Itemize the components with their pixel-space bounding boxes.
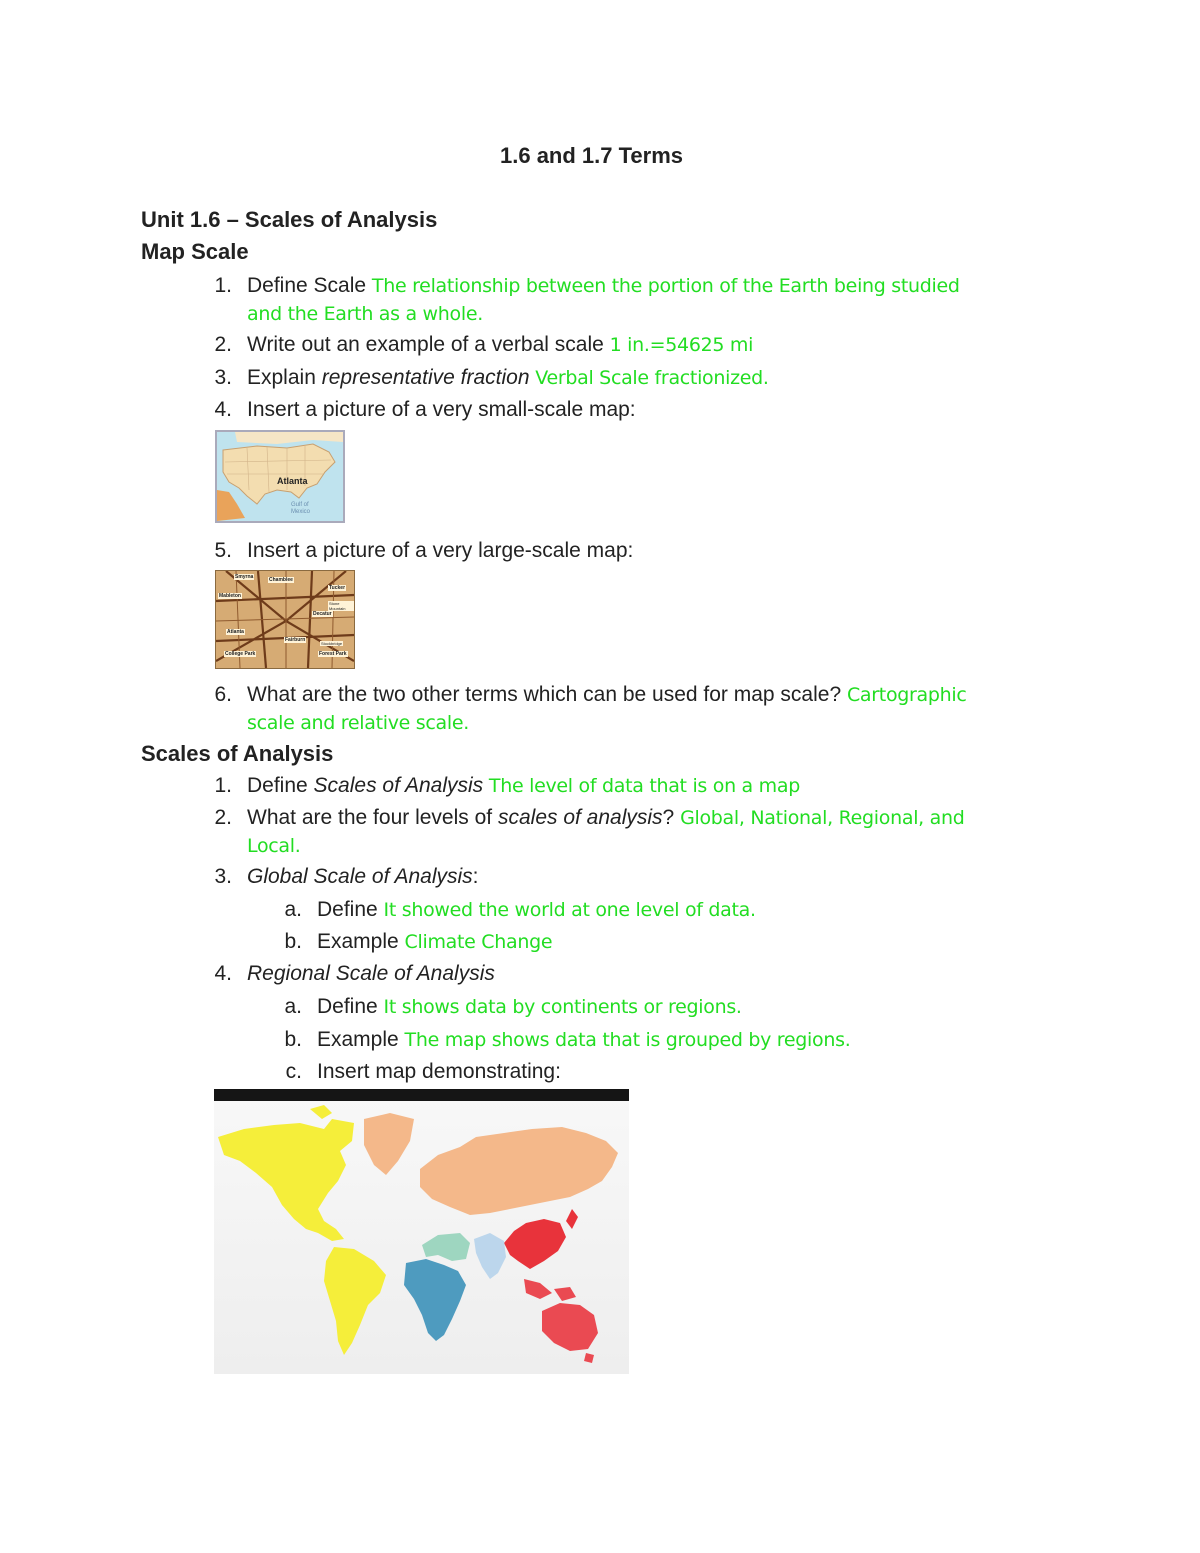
- sub-letter: a.: [284, 995, 302, 1018]
- list-number: 1.: [214, 274, 232, 297]
- answer-text: Verbal Scale fractionized.: [529, 367, 769, 389]
- prompt-text: Define: [247, 774, 314, 797]
- list-item: [247, 363, 769, 393]
- list-item: [247, 771, 800, 801]
- map-label-place: Atlanta: [227, 629, 244, 635]
- answer-text: Local.: [247, 835, 301, 857]
- map-label-place: Forest Park: [319, 651, 347, 657]
- list-item: Regional Scale of Analysis: [247, 962, 495, 985]
- large-scale-map-image: [215, 570, 355, 669]
- prompt-text: Write out an example of a verbal scale: [247, 333, 610, 356]
- list-number: 3.: [214, 366, 232, 389]
- section-heading-map-scale: Map Scale: [141, 239, 249, 264]
- answer-text: Cartographic: [846, 684, 967, 706]
- sub-list-item: [317, 927, 552, 957]
- prompt-text: Define: [317, 995, 384, 1018]
- map-label-place: Mableton: [219, 593, 241, 599]
- map-label-place: College Park: [225, 651, 256, 657]
- prompt-text: Example: [317, 1028, 405, 1051]
- page-title: 1.6 and 1.7 Terms: [500, 143, 684, 168]
- answer-text: The map shows data that is grouped by regions.: [404, 1029, 851, 1051]
- prompt-italic: scales of analysis: [497, 806, 663, 829]
- answer-text: 1 in.=54625 mi: [609, 334, 754, 356]
- list-number: 2.: [214, 806, 232, 829]
- list-item: [247, 862, 479, 891]
- map-label-gulf-l2: Mexico: [291, 509, 311, 515]
- map-label-place: Decatur: [313, 611, 332, 617]
- small-scale-map-image: [215, 430, 345, 523]
- prompt-text: Example: [317, 930, 405, 953]
- list-number: 2.: [214, 333, 232, 356]
- prompt-italic: Scales of Analysis: [313, 774, 484, 797]
- sub-letter: a.: [284, 898, 302, 921]
- answer-text: and the Earth as a whole.: [247, 303, 483, 325]
- prompt-text: Define Scale: [247, 274, 372, 297]
- list-item: [247, 803, 965, 833]
- list-number: 4.: [214, 398, 232, 421]
- map-label-place: Stockbridge: [321, 641, 343, 646]
- list-item: [247, 680, 967, 710]
- list-item: Insert a picture of a very small-scale map:: [247, 398, 636, 421]
- prompt-text: Define: [317, 898, 384, 921]
- prompt-text: ?: [662, 806, 681, 829]
- answer-text: It shows data by continents or regions.: [383, 996, 742, 1018]
- prompt-text: :: [472, 865, 479, 888]
- map-label-place: Chamblee: [269, 577, 293, 583]
- answer-text: Global, National, Regional, and: [680, 807, 965, 829]
- map-label-place: Fairburn: [285, 637, 306, 643]
- map-label-city: Atlanta: [277, 476, 308, 486]
- answer-text: scale and relative scale.: [247, 712, 469, 734]
- unit-heading: Unit 1.6 – Scales of Analysis: [141, 207, 438, 232]
- answer-text: The relationship between the portion of the Earth being studied: [371, 275, 960, 297]
- map-label-place: Stone Mountain: [328, 601, 354, 611]
- list-number: 5.: [214, 539, 232, 562]
- map-label-place: Smyrna: [235, 574, 254, 580]
- sub-list-item: Insert map demonstrating:: [317, 1060, 561, 1083]
- answer-text: It showed the world at one level of data.: [383, 899, 756, 921]
- section-heading-scales-of-analysis: Scales of Analysis: [141, 741, 334, 766]
- sub-letter: b.: [284, 1028, 302, 1051]
- prompt-italic: representative fraction: [321, 366, 530, 389]
- sub-list-item: [317, 895, 756, 925]
- list-number: 6.: [214, 683, 232, 706]
- list-item: [247, 271, 960, 301]
- sub-list-item: [317, 1025, 850, 1055]
- sub-letter: b.: [284, 930, 302, 953]
- list-number: 1.: [214, 774, 232, 797]
- prompt-text: Explain: [247, 366, 322, 389]
- map-label-gulf-l1: Gulf of: [291, 502, 309, 508]
- sub-list-item: [317, 992, 742, 1022]
- answer-text: The level of data that is on a map: [483, 775, 800, 797]
- list-number: 3.: [214, 865, 232, 888]
- answer-text: Climate Change: [404, 931, 553, 953]
- map-label-place: Tucker: [329, 585, 346, 591]
- list-item: [247, 330, 753, 360]
- list-item: Insert a picture of a very large-scale map:: [247, 539, 634, 562]
- prompt-italic: Global Scale of Analysis: [247, 865, 473, 888]
- prompt-text: What are the two other terms which can be used for map scale?: [247, 683, 847, 706]
- regional-world-map-image: [214, 1089, 629, 1374]
- list-number: 4.: [214, 962, 232, 985]
- sub-letter: c.: [285, 1060, 302, 1083]
- prompt-text: What are the four levels of: [247, 806, 498, 829]
